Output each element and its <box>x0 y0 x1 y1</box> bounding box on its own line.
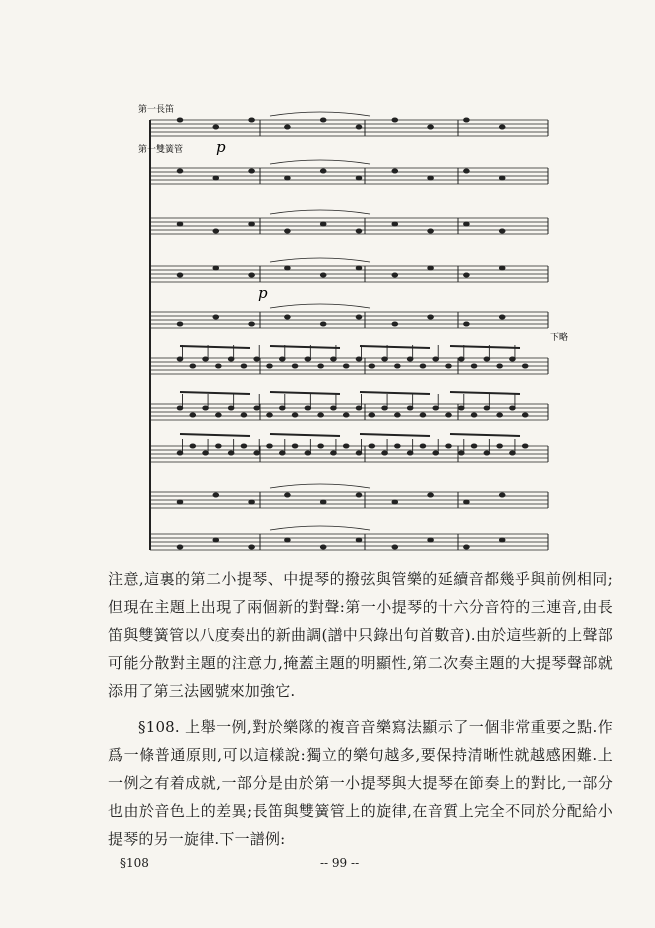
music-score <box>138 90 569 558</box>
body-text <box>108 565 613 853</box>
margin-note: 下略 <box>550 333 569 343</box>
dynamic-marking: p <box>258 284 268 302</box>
paragraph: 注意,這裏的第二小提琴、中提琴的撥弦與管樂的延續音都幾乎與前例相同;但現在主題上出現了兩個新的對聲:第一小提琴的十六分音符的三連音,由長笛與雙簧管以八度奏出的新曲調(譜中只錄出句首數音).由於這些新的上聲部可能分散對主題的注意力,掩蓋主題的明顯性,第二次奏主題的大提琴聲部就添用了第三法國號來加強它. <box>108 570 613 700</box>
page-number: -- 99 -- <box>320 856 360 870</box>
dynamic-marking: p <box>216 138 226 156</box>
score-engraving <box>138 90 569 558</box>
section-marker: §108 <box>120 856 149 870</box>
instrument-label-flute: 第一長笛 <box>138 105 175 115</box>
paragraph: §108. 上舉一例,對於樂隊的複音音樂寫法顯示了一個非常重要之點.作爲一條普通原則,可以這樣說:獨立的樂句越多,要保持清晰性就越感困難.上一例之有着成就,一部分是由於第一小提琴與大提琴在節奏上的對比,一部分也由於音色上的差異;長笛與雙簧管上的旋律,在音質上完全不同於分配給小提琴的另一旋律.下一譜例: <box>108 718 613 848</box>
instrument-label-oboe: 第一雙簧管 <box>138 145 184 155</box>
page-footer <box>0 856 655 876</box>
